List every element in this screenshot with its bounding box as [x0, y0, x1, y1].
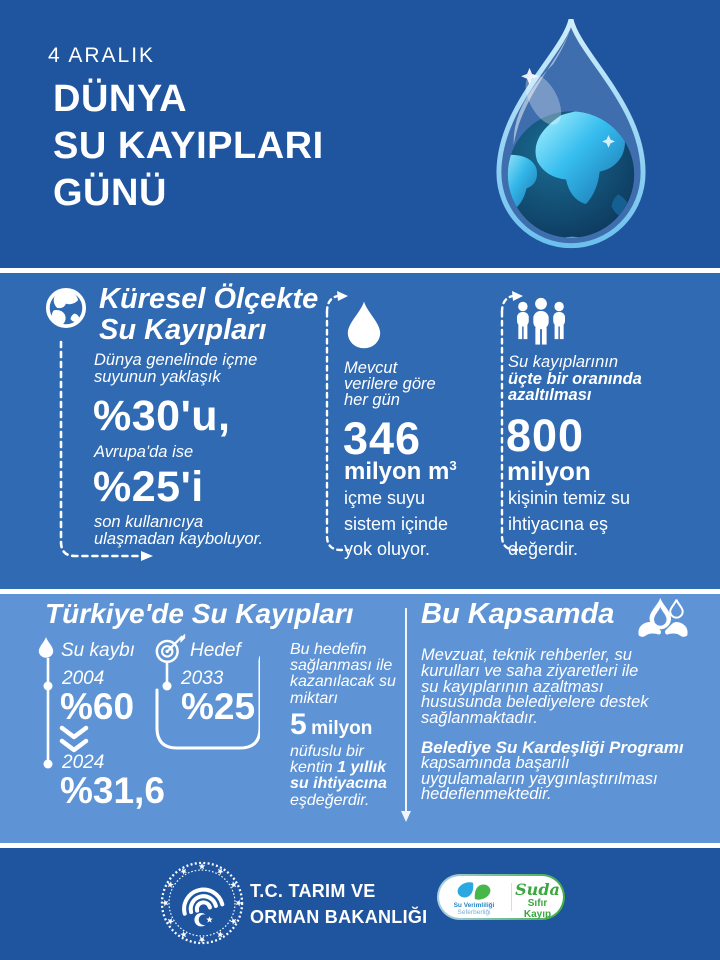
global-stat-world: %30'u, [93, 392, 231, 440]
benefit-stat-number: 5 [290, 708, 307, 741]
water-drop-icon [346, 299, 382, 349]
col2-intro-line1: Mevcut [344, 359, 398, 377]
global-heading-line1: Küresel Ölçekte [99, 283, 319, 315]
col3-outro-line2: ihtiyacına eş [508, 513, 609, 534]
target-year: 2033 [181, 668, 224, 689]
benefit-line8: eşdeğerdir. [290, 791, 370, 809]
turkey-section-title: Türkiye'de Su Kayıpları [45, 598, 354, 629]
col3-outro-line1: kişinin temiz su [508, 488, 631, 508]
brand-script-name: Suda [515, 880, 560, 899]
benefit-stat [290, 708, 372, 742]
benefit-intro [290, 642, 396, 707]
water-drop-globe-illustration [492, 16, 650, 260]
global-stat-daily-loss: 346 [343, 413, 422, 464]
global-section-heading [99, 284, 318, 346]
benefit-line4: miktarı [290, 689, 338, 707]
benefit-line7: su ihtiyacına [290, 775, 387, 793]
section-divider-arrow [401, 608, 413, 824]
page-title-line2: SU KAYIPLARI [53, 125, 324, 167]
ministry-name [250, 878, 428, 930]
col3-intro-line2: üçte bir oranında [508, 370, 642, 388]
scope-p2-line1: kapsamında başarılı [421, 753, 570, 772]
global-col3-intro-bold [508, 371, 642, 403]
campaign-line2: Seferberliği [457, 909, 491, 916]
brand-text [514, 881, 561, 920]
global-col3-outro [508, 486, 630, 563]
scope-paragraph1 [421, 648, 649, 727]
loss-label: Su kaybı [61, 640, 135, 661]
ministry-emblem [158, 859, 246, 947]
page-title-line3: GÜNÜ [53, 172, 167, 214]
global-col1-intro [94, 352, 257, 385]
ministry-name-line1: T.C. TARIM VE [250, 881, 376, 901]
hands-holding-drop-icon [637, 595, 689, 642]
col1-outro-line2: ulaşmadan kayboluyor. [94, 530, 264, 548]
col3-outro-line3: değerdir. [508, 539, 579, 559]
badge-divider [511, 883, 512, 911]
benefit-line1: Bu hedefin [290, 641, 367, 658]
benefit-line6-pre: kentin [290, 759, 338, 777]
globe-icon [44, 286, 88, 330]
loss-start-value: %60 [60, 686, 135, 727]
global-stat-people-unit: milyon [507, 456, 591, 486]
loss-end-value: %31,6 [60, 770, 165, 811]
global-stat-europe: %25'i [93, 463, 204, 511]
loss-end-year: 2024 [62, 752, 105, 773]
col2-outro-line1: içme suyu [344, 488, 426, 508]
col2-unit-exponent: 3 [449, 458, 457, 473]
benefit-stat-unit: milyon [311, 718, 373, 739]
benefit-line3: kazanılacak su [290, 673, 396, 691]
ministry-name-line2: ORMAN BAKANLIĞI [250, 907, 428, 927]
col2-unit-text: milyon m [344, 458, 450, 485]
global-col3-intro: Su kayıplarının [508, 353, 619, 371]
global-heading-line2: Su Kayıpları [99, 314, 267, 346]
scope-p2-line2: uygulamaların yaygınlaştırılması [421, 769, 658, 788]
global-col2-intro [344, 360, 436, 409]
benefit-line2: sağlanması ile [290, 657, 393, 675]
benefit-outro [290, 744, 387, 809]
brand-bold-name: Sıfır Kayıp [523, 898, 552, 920]
target-label: Hedef [190, 640, 241, 661]
divider-stripe-3 [0, 843, 720, 848]
col1-intro-line1: Dünya genelinde içme [94, 351, 258, 369]
target-value: %25 [181, 686, 256, 727]
people-group-icon [512, 295, 570, 347]
benefit-line6 [290, 760, 387, 776]
scope-p1-line4: hususunda belediyelere destek [421, 693, 649, 712]
global-stat-daily-unit [344, 458, 457, 486]
col2-intro-line2: verilere göre [344, 375, 436, 394]
benefit-line5: nüfuslu bir [290, 743, 364, 760]
col2-outro-line3: yok oluyor. [344, 539, 431, 559]
page-title-line1: DÜNYA [53, 78, 188, 120]
header-date: 4 ARALIK [48, 44, 156, 67]
col3-intro-line3: azaltılması [508, 386, 592, 405]
scope-p2-bold-line: Belediye Su Kardeşliği Programı [421, 738, 684, 757]
page-title [53, 76, 324, 217]
scope-p1-line5: sağlanmaktadır. [421, 709, 538, 728]
campaign-badge [437, 874, 565, 920]
global-col1-between: Avrupa'da ise [94, 443, 194, 461]
campaign-text [441, 902, 507, 916]
global-col1-outro [94, 514, 263, 548]
loss-start-year: 2004 [62, 668, 105, 689]
scope-p2-line3: hedeflenmektedir. [421, 785, 552, 804]
scope-p1-line2: kurulları ve saha ziyaretleri ile [421, 661, 639, 680]
campaign-badge-inner [439, 876, 563, 918]
global-col2-outro [344, 486, 448, 563]
global-stat-people: 800 [506, 410, 585, 461]
water-efficiency-logo-icon [455, 881, 493, 901]
scope-p1-line1: Mevzuat, teknik rehberler, su [421, 646, 632, 664]
col2-intro-line3: her gün [344, 391, 400, 410]
scope-p1-line3: su kayıplarının azaltması [421, 677, 604, 696]
col2-outro-line2: sistem içinde [344, 513, 449, 534]
campaign-line1: Su Verimliliği [453, 902, 495, 909]
benefit-line6-bold: 1 yıllık [337, 759, 387, 777]
col1-outro-line1: son kullanıcıya [94, 513, 204, 531]
scope-paragraph2 [421, 740, 684, 803]
col1-intro-line2: suyunun yaklaşık [94, 367, 221, 386]
scope-section-title: Bu Kapsamda [421, 598, 615, 630]
